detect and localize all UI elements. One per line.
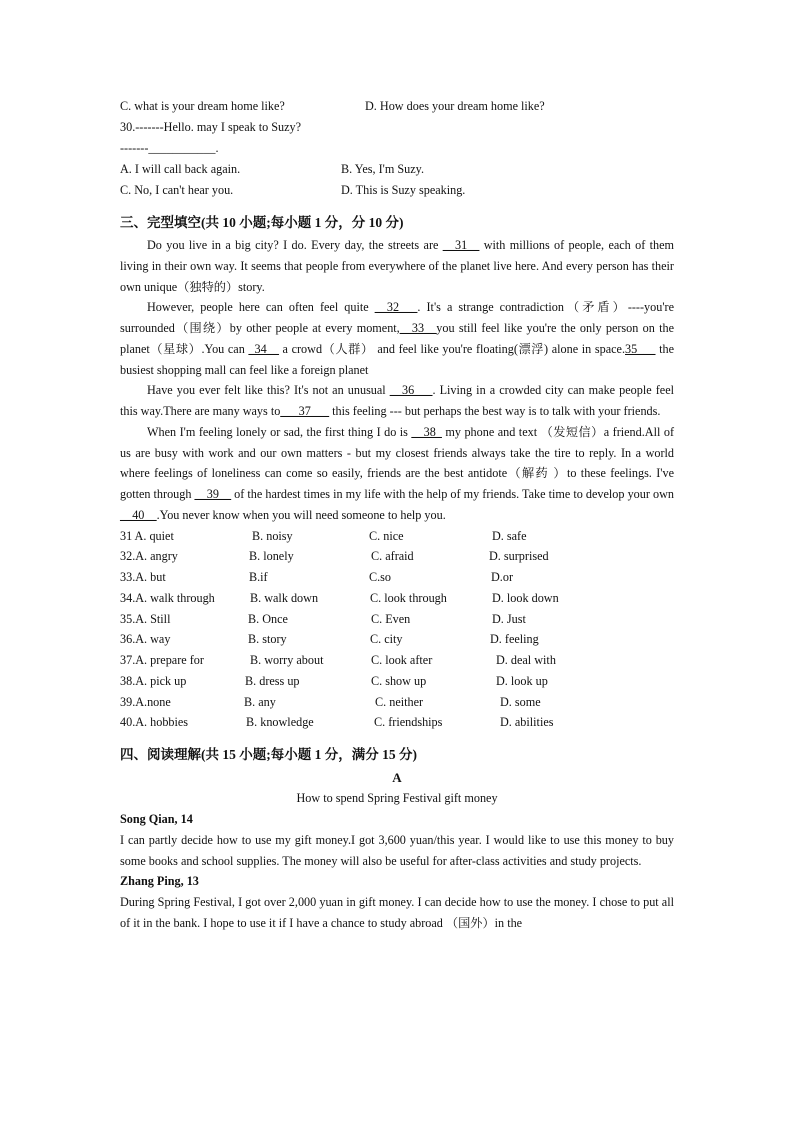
option-31-a: 31 A. quiet [120, 528, 174, 543]
section3-title: 三、完型填空(共 10 小题;每小题 1 分，分 10 分) [120, 215, 404, 230]
option-37-a: 37.A. prepare for [120, 653, 204, 667]
cloze-paragraph-2: However, people here can often feel quite __32___. It's a strange contradiction（矛盾）----you're surrounded（围绕）by other people at every moment,__33__you still feel like you're the only person on the planet（星球）.You can _34__ a crowd（人群） and feel like you're floating(漂浮) alone in space.35___ the busiest shopping mall can feel like a foreign planet [120, 300, 674, 377]
blank-38: __38_ [411, 424, 442, 439]
blank-40: __40__ [120, 507, 157, 522]
q30-option-d: D. This is Suzy speaking. [341, 183, 466, 197]
options-row-36 [120, 629, 674, 650]
q30-prompt: 30.-------Hello. may I speak to Suzy? [120, 120, 302, 134]
option-38-b: B. dress up [245, 673, 300, 688]
option-39-b: B. any [244, 694, 276, 709]
option-40-b: B. knowledge [246, 715, 314, 730]
blank-32: __32___ [374, 300, 418, 315]
option-35-c: C. Even [371, 611, 411, 626]
option-39-a: 39.A.none [120, 694, 171, 709]
q29-option-c: C. what is your dream home like? [120, 99, 285, 113]
passage-label: A [392, 770, 402, 785]
option-40-a: 40.A. hobbies [120, 715, 189, 730]
section4-title: 四、阅读理解(共 15 小题;每小题 1 分，满分 15 分) [120, 747, 417, 762]
option-36-d: D. feeling [490, 632, 539, 647]
option-32-b: B. lonely [249, 549, 294, 564]
option-33-c: C.so [369, 570, 392, 584]
option-34-c: C. look through [370, 590, 447, 605]
passage-text-1: I can partly decide how to use my gift money.I got 3,600 yuan/this year. I would like to use this money to buy some books and school supplies. The money will also be useful for after-class activities and study projects. [120, 832, 674, 868]
passage-title: How to spend Spring Festival gift money [296, 791, 498, 805]
blank-31: __31__ [442, 238, 480, 252]
q30-options-row-1 [120, 159, 674, 180]
options-row-37 [120, 650, 674, 671]
option-40-c: C. friendships [374, 715, 443, 730]
q29-option-d: D. How does your dream home like? [365, 99, 545, 113]
options-row-31 [120, 526, 674, 547]
passage-text-2: During Spring Festival, I got over 2,000 yuan in gift money. I can decide how to use the money. I chose to put all of it in the bank. I hope to use it if I have a chance to study abroad （国外）in the [120, 895, 674, 930]
option-31-b: B. noisy [252, 528, 293, 543]
option-40-d: D. abilities [500, 715, 554, 730]
exam-page [120, 96, 674, 934]
options-row-32 [120, 546, 674, 567]
blank-39: __39__ [194, 487, 232, 501]
option-38-d: D. look up [496, 673, 548, 688]
option-36-c: C. city [370, 632, 403, 647]
option-33-b: B.if [249, 570, 268, 584]
option-31-d: D. safe [492, 528, 527, 543]
options-row-40 [120, 712, 674, 733]
option-33-d: D.or [491, 570, 514, 584]
blank-37: ___37___ [280, 404, 330, 418]
option-32-d: D. surprised [489, 549, 549, 564]
option-37-b: B. worry about [250, 653, 324, 667]
author-zhang-ping: Zhang Ping, 13 [120, 874, 199, 889]
option-37-c: C. look after [371, 653, 433, 667]
option-31-c: C. nice [369, 528, 404, 543]
q30-options-row-2 [120, 180, 674, 201]
option-39-c: C. neither [375, 694, 424, 709]
blank-34: _34__ [248, 341, 279, 356]
options-row-38 [120, 671, 674, 692]
q30-option-c: C. No, I can't hear you. [120, 183, 234, 197]
option-39-d: D. some [500, 694, 541, 709]
cloze-paragraph-1: Do you live in a big city? I do. Every day, the streets are __31__ with millions of people, each of them living in their own way. It seems that people from everywhere of the planet live here. And every person has their own unique（独特的）story. [120, 238, 675, 294]
q30-option-a: A. I will call back again. [120, 162, 241, 176]
cloze-options-list [120, 526, 674, 734]
option-34-a: 34.A. walk through [120, 590, 215, 605]
options-row-35 [120, 609, 674, 630]
option-38-c: C. show up [371, 673, 427, 688]
option-32-a: 32.A. angry [120, 549, 178, 564]
option-37-d: D. deal with [496, 653, 556, 667]
q29-options-row [120, 96, 674, 117]
blank-36: __36___ [389, 383, 433, 398]
author-song-qian: Song Qian, 14 [120, 812, 193, 826]
option-36-a: 36.A. way [120, 632, 171, 647]
options-row-39 [120, 692, 674, 713]
option-36-b: B. story [248, 632, 287, 647]
option-35-b: B. Once [248, 611, 288, 626]
option-35-d: D. Just [492, 611, 526, 626]
q30-response: -------___________. [120, 141, 219, 155]
option-35-a: 35.A. Still [120, 611, 171, 626]
option-32-c: C. afraid [371, 549, 414, 564]
options-row-34 [120, 588, 674, 609]
options-row-33 [120, 567, 674, 588]
cloze-paragraph-4: When I'm feeling lonely or sad, the first thing I do is __38_ my phone and text （发短信）a friend.All of us are busy with work and our own matters - but my closest friends always take the tire to reply. In a world where feelings of loneliness can come so easily, friends are the best antidote（解药 ）to these feelings. I've gotten through __39__ of the hardest times in my life with the help of my friends. Take time to develop your own __40__.You never know when you will need someone to help you. [120, 424, 674, 522]
blank-35: 35___ [625, 341, 656, 356]
option-33-a: 33.A. but [120, 570, 166, 584]
cloze-paragraph-3: Have you ever felt like this? It's not an unusual __36___. Living in a crowded city can make people feel this way.There are many ways to___37___ this feeling --- but perhaps the best way is to talk with your friends. [120, 383, 674, 418]
q30-blank: ___________. [148, 141, 219, 155]
option-34-b: B. walk down [250, 590, 319, 605]
option-34-d: D. look down [492, 590, 559, 605]
blank-33: __33__ [399, 321, 437, 335]
option-38-a: 38.A. pick up [120, 673, 187, 688]
q30-option-b: B. Yes, I'm Suzy. [341, 162, 425, 176]
